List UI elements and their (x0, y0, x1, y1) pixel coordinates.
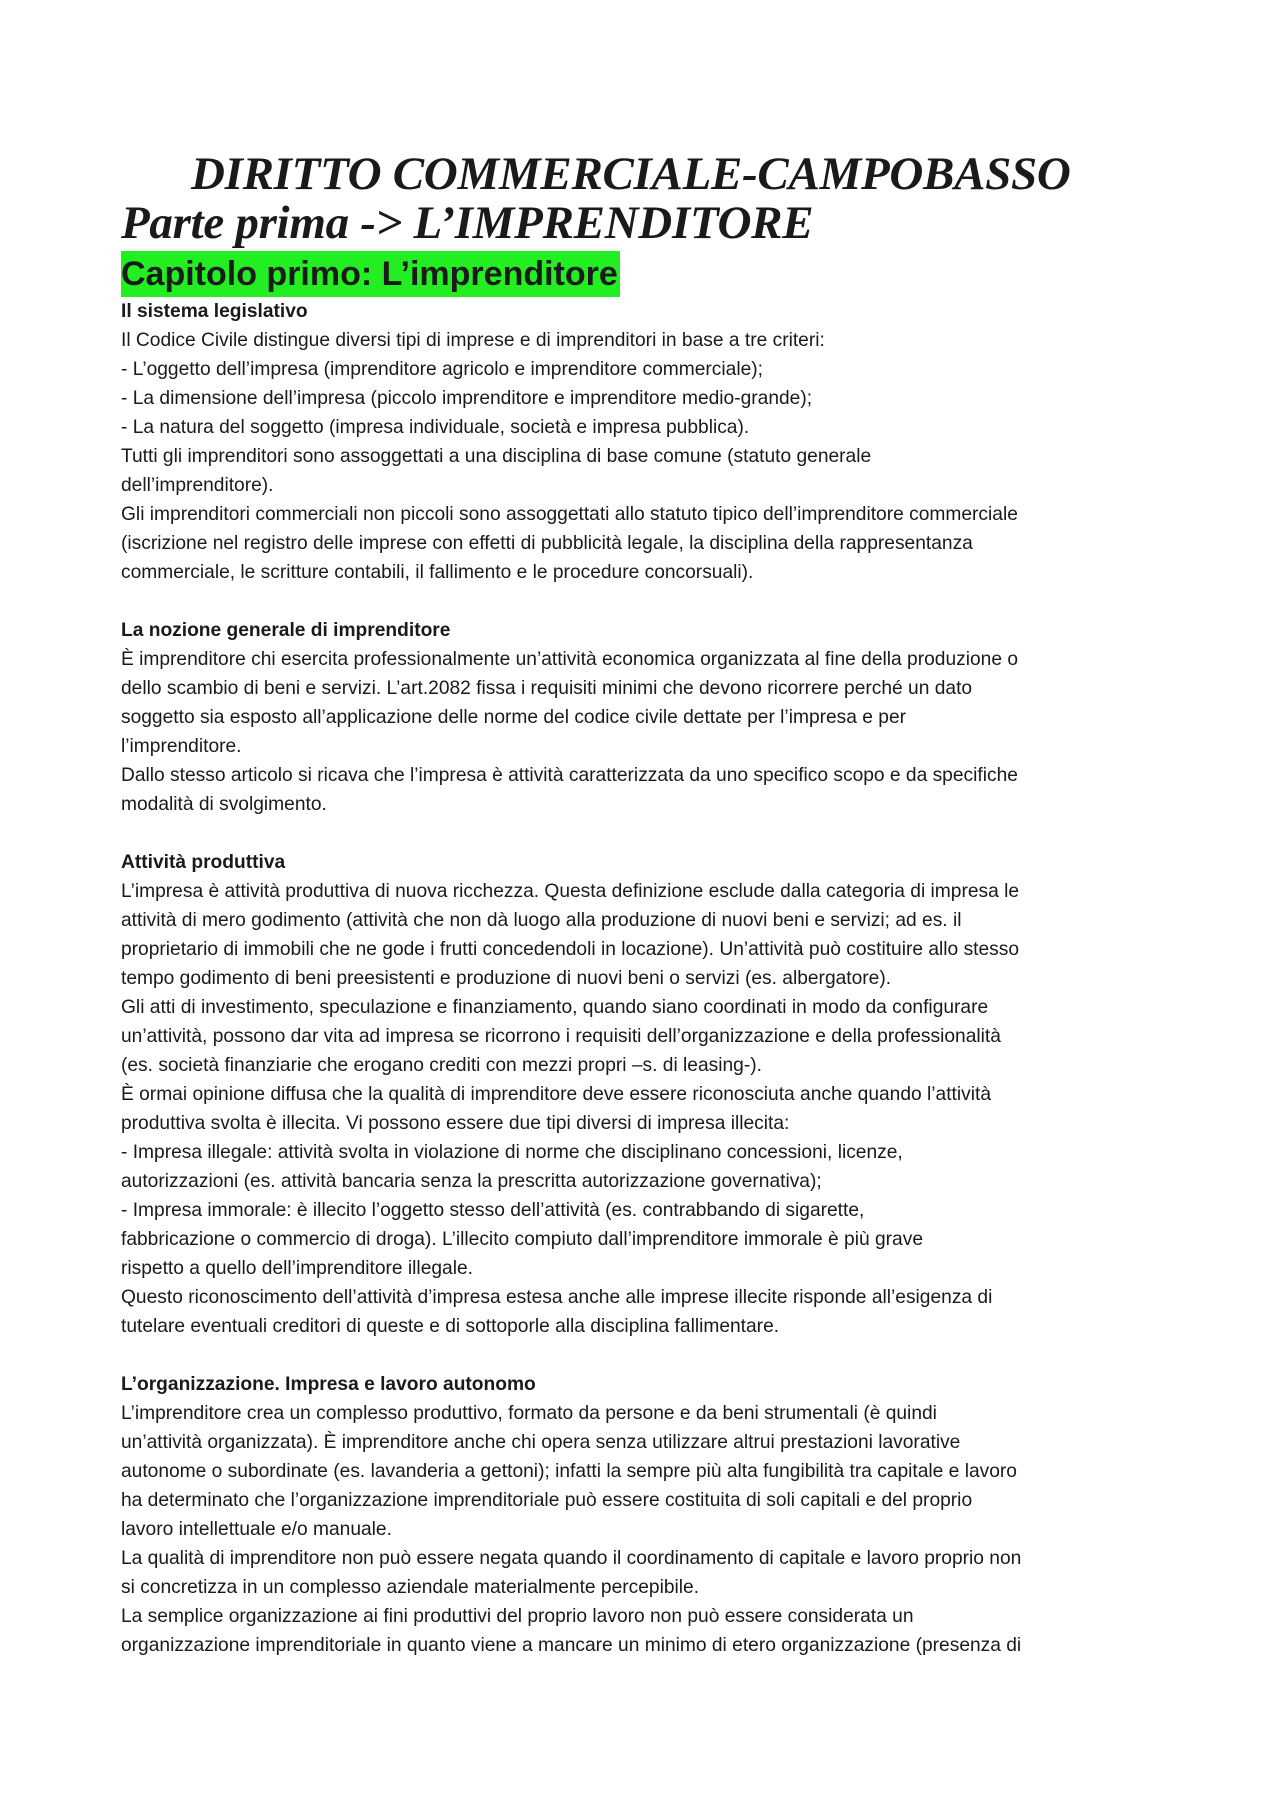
chapter-heading: Capitolo primo: L’imprenditore (121, 251, 620, 297)
paragraph-line: tutelare eventuali creditori di queste e di sottoporle alla disciplina fallimentare. (121, 1315, 780, 1337)
paragraph-line: - Impresa illegale: attività svolta in violazione di norme che disciplinano concessioni, licenze, (121, 1141, 903, 1163)
paragraph-line: La qualità di imprenditore non può essere negata quando il coordinamento di capitale e lavoro proprio non (121, 1547, 1022, 1569)
paragraph-line: (es. società finanziarie che erogano crediti con mezzi propri –s. di leasing-). (121, 1054, 762, 1076)
paragraph-line: autorizzazioni (es. attività bancaria senza la prescritta autorizzazione governativa); (121, 1170, 822, 1192)
document-title: DIRITTO COMMERCIALE-CAMPOBASSO (191, 148, 1071, 200)
paragraph-line: Il Codice Civile distingue diversi tipi di imprese e di imprenditori in base a tre criteri: (121, 329, 825, 351)
part-title: Parte prima -> L’IMPRENDITORE (121, 197, 814, 250)
section-heading: L’organizzazione. Impresa e lavoro autonomo (121, 1373, 536, 1395)
section (121, 848, 1181, 1341)
section (121, 616, 1181, 819)
paragraph-line: - L’oggetto dell’impresa (imprenditore agricolo e imprenditore commerciale); (121, 358, 763, 380)
paragraph-line: lavoro intellettuale e/o manuale. (121, 1518, 392, 1540)
section (121, 1370, 1181, 1660)
paragraph-line: Gli atti di investimento, speculazione e finanziamento, quando siano coordinati in modo da configurare (121, 996, 989, 1018)
paragraph-line: un’attività, possono dar vita ad impresa se ricorrono i requisiti dell’organizzazione e della professionalità (121, 1025, 1001, 1047)
paragraph-line: modalità di svolgimento. (121, 793, 327, 815)
paragraph-line: fabbricazione o commercio di droga). L’illecito compiuto dall’imprenditore immorale è più grave (121, 1228, 923, 1250)
paragraph-line: Questo riconoscimento dell’attività d’impresa estesa anche alle imprese illecite risponde all’esigenza di (121, 1286, 993, 1308)
section-heading: Il sistema legislativo (121, 300, 308, 322)
paragraph-line: commerciale, le scritture contabili, il fallimento e le procedure concorsuali). (121, 561, 754, 583)
paragraph-line: rispetto a quello dell’imprenditore illegale. (121, 1257, 473, 1279)
paragraph-line: - Impresa immorale: è illecito l’oggetto stesso dell’attività (es. contrabbando di sigarette, (121, 1199, 865, 1221)
paragraph-line: ha determinato che l’organizzazione imprenditoriale può essere costituita di soli capitali e del proprio (121, 1489, 973, 1511)
paragraph-line: L’impresa è attività produttiva di nuova ricchezza. Questa definizione esclude dalla categoria di impresa le (121, 880, 1020, 902)
section (121, 297, 1181, 587)
paragraph-line: Dallo stesso articolo si ricava che l’impresa è attività caratterizzata da uno specifico scopo e da specifiche (121, 764, 1018, 786)
paragraph-line: soggetto sia esposto all’applicazione delle norme del codice civile dettate per l’impresa e per (121, 706, 907, 728)
paragraph-line: È imprenditore chi esercita professionalmente un’attività economica organizzata al fine della produzione o (121, 648, 1018, 670)
paragraph-line: - La dimensione dell’impresa (piccolo imprenditore e imprenditore medio-grande); (121, 387, 813, 409)
paragraph-line: dello scambio di beni e servizi. L’art.2082 fissa i requisiti minimi che devono ricorrere perché un dato (121, 677, 973, 699)
paragraph-line: (iscrizione nel registro delle imprese con effetti di pubblicità legale, la disciplina della rappresentanza (121, 532, 973, 554)
paragraph-line: L’imprenditore crea un complesso produttivo, formato da persone e da beni strumentali (è quindi (121, 1402, 937, 1424)
paragraph-line: Gli imprenditori commerciali non piccoli sono assoggettati allo statuto tipico dell’imprenditore commerciale (121, 503, 1018, 525)
paragraph-line: attività di mero godimento (attività che non dà luogo alla produzione di nuovi beni e servizi; ad es. il (121, 909, 962, 931)
paragraph-line: - La natura del soggetto (impresa individuale, società e impresa pubblica). (121, 416, 750, 438)
paragraph-line: proprietario di immobili che ne gode i frutti concedendoli in locazione). Un’attività può costituire allo stesso (121, 938, 1020, 960)
document-page (121, 150, 1181, 1660)
paragraph-line: produttiva svolta è illecita. Vi possono essere due tipi diversi di impresa illecita: (121, 1112, 790, 1134)
paragraph-line: si concretizza in un complesso aziendale materialmente percepibile. (121, 1576, 700, 1598)
paragraph-line: un’attività organizzata). È imprenditore anche chi opera senza utilizzare altrui prestazioni lavorative (121, 1431, 961, 1453)
paragraph-line: autonome o subordinate (es. lavanderia a gettoni); infatti la sempre più alta fungibilità tra capitale e lavoro (121, 1460, 1017, 1482)
sections-container (121, 297, 1181, 1660)
section-heading: Attività produttiva (121, 851, 286, 873)
paragraph-line: organizzazione imprenditoriale in quanto viene a mancare un minimo di etero organizzazione (presenza di (121, 1634, 1022, 1656)
paragraph-line: È ormai opinione diffusa che la qualità di imprenditore deve essere riconosciuta anche quando l’attività (121, 1083, 992, 1105)
section-heading: La nozione generale di imprenditore (121, 619, 451, 641)
paragraph-line: tempo godimento di beni preesistenti e produzione di nuovi beni o servizi (es. albergatore). (121, 967, 892, 989)
paragraph-line: dell’imprenditore). (121, 474, 274, 496)
paragraph-line: La semplice organizzazione ai fini produttivi del proprio lavoro non può essere considerata un (121, 1605, 914, 1627)
paragraph-line: l’imprenditore. (121, 735, 242, 757)
paragraph-line: Tutti gli imprenditori sono assoggettati a una disciplina di base comune (statuto generale (121, 445, 872, 467)
